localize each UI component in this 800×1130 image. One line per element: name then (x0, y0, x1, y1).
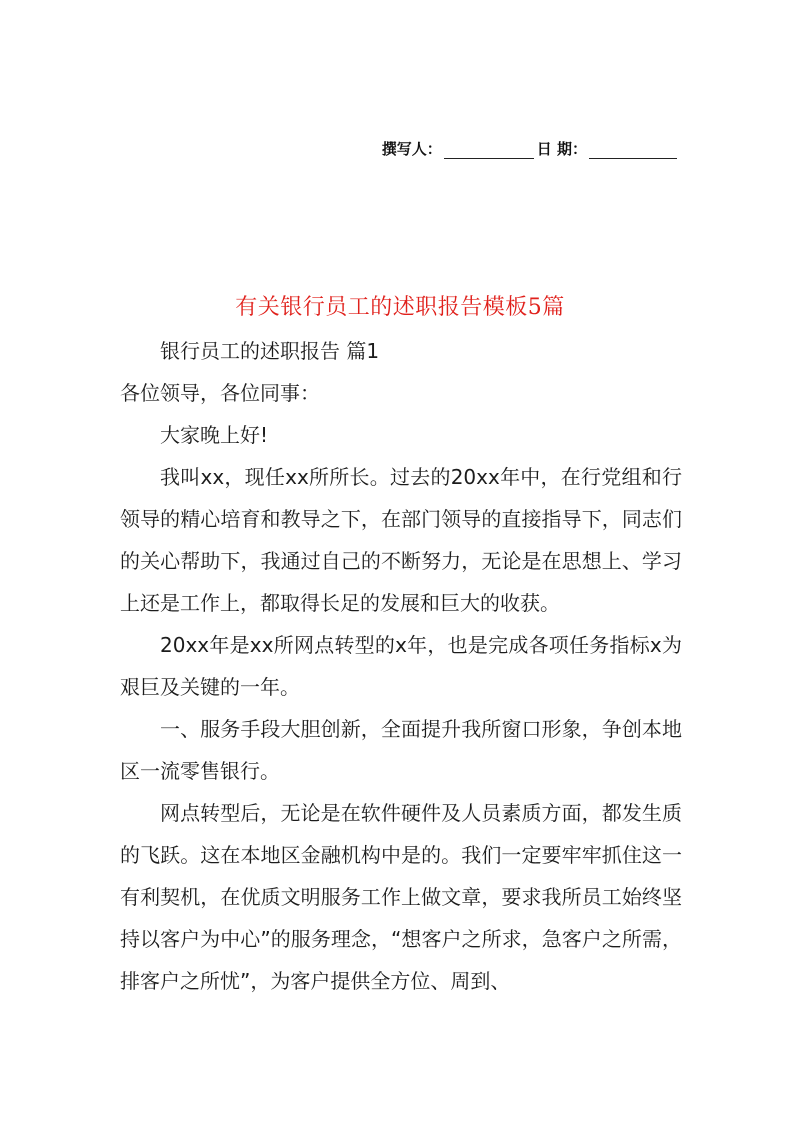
author-label: 撰写人： (381, 140, 442, 158)
paragraph: 20xx年是xx所网点转型的x年，也是完成各项任务指标x为艰巨及关键的一年。 (120, 633, 682, 699)
salutation: 各位领导，各位同事： (120, 381, 320, 405)
date-label: 日 期： (536, 140, 587, 158)
document-body (120, 330, 682, 1002)
section-subtitle: 银行员工的述职报告 篇1 (160, 339, 380, 363)
author-date-line (382, 138, 680, 159)
greeting: 大家晚上好! (160, 423, 269, 447)
author-blank (444, 142, 534, 159)
paragraph: 网点转型后，无论是在软件硬件及人员素质方面，都发生质的飞跃。这在本地区金融机构中是的。我们一定要牢牢抓住这一有利契机，在优质文明服务工作上做文章，要求我所员工始终坚持以客户为中心”的服务理念，“想客户之所求，急客户之所需，排客户之所忧”，为客户提供全方位、周到、 (120, 801, 682, 993)
document-title: 有关银行员工的述职报告模板5篇 (235, 295, 565, 320)
paragraph: 我叫xx，现任xx所所长。过去的20xx年中，在行党组和行领导的精心培育和教导之下，在部门领导的直接指导下，同志们的关心帮助下，我通过自己的不断努力，无论是在思想上、学习上还是工作上，都取得长足的发展和巨大的收获。 (120, 465, 682, 615)
date-blank (589, 142, 677, 159)
paragraph: 一、服务手段大胆创新，全面提升我所窗口形象，争创本地区一流零售银行。 (120, 717, 682, 783)
